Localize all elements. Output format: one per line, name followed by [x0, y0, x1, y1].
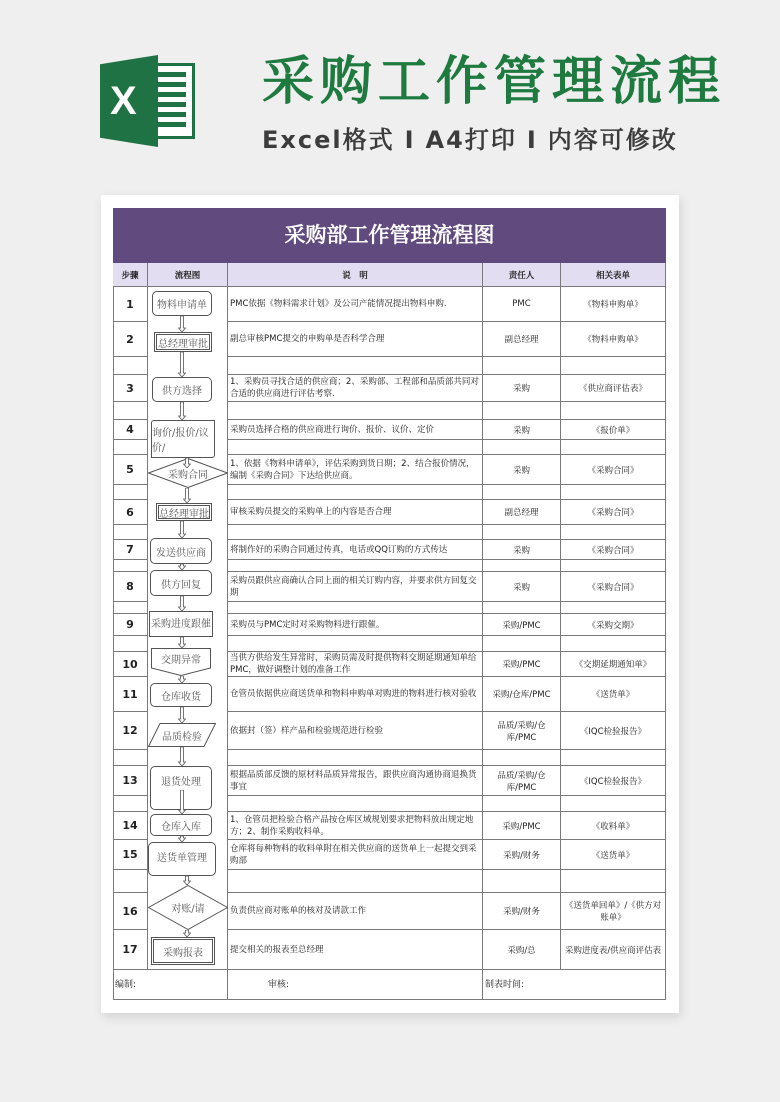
step-number-cell[interactable] [113, 796, 148, 812]
description-cell[interactable] [228, 636, 483, 652]
step-number-cell-text: 12 [122, 724, 138, 737]
step-number-cell-text: 9 [126, 618, 134, 631]
description-cell[interactable] [228, 560, 483, 572]
flow-step-3[interactable] [152, 377, 212, 402]
form-cell-text: 采购进度表/供应商评估表 [564, 945, 662, 956]
flow-step-label: 询价/报价/议价/ [152, 428, 209, 454]
form-cell[interactable] [561, 893, 666, 930]
description-cell[interactable] [228, 796, 483, 812]
owner-cell[interactable] [483, 440, 561, 455]
down-arrow-icon [183, 488, 189, 503]
table-date-cell[interactable] [483, 970, 666, 1000]
flow-step-label: 物料申请单 [157, 300, 207, 311]
description-cell[interactable] [228, 812, 483, 840]
owner-cell[interactable] [483, 602, 561, 614]
step-number-cell[interactable] [113, 322, 148, 357]
step-number-cell[interactable] [113, 375, 148, 402]
step-number-cell[interactable] [113, 652, 148, 677]
form-cell-text: 《物料申购单》 [583, 300, 643, 310]
step-number-cell[interactable] [113, 287, 148, 322]
form-cell-text: 《IQC检验报告》 [579, 726, 647, 737]
owner-cell-text: 采购 [512, 425, 530, 436]
flow-step-6[interactable] [156, 503, 212, 521]
flow-step-15[interactable] [148, 842, 216, 876]
flow-step-label: 采购进度跟催 [151, 619, 211, 630]
step-number-cell[interactable] [113, 870, 148, 893]
flow-step-9[interactable] [149, 611, 213, 637]
owner-cell[interactable] [483, 812, 561, 840]
description-cell-text: 提交相关的报表至总经理 [230, 944, 324, 955]
owner-cell-text: 采购 [512, 582, 530, 593]
form-cell-text: 《采购合同》 [587, 545, 639, 556]
step-number-cell[interactable] [113, 840, 148, 870]
form-cell[interactable] [561, 375, 666, 402]
flow-step-label: 品质检验 [162, 731, 202, 743]
banner [0, 0, 780, 190]
form-cell[interactable] [561, 766, 666, 796]
down-arrow-icon [178, 564, 184, 570]
step-number-cell-text: 15 [122, 848, 138, 861]
form-cell[interactable] [561, 614, 666, 636]
form-cell[interactable] [561, 636, 666, 652]
owner-cell-text: 采购 [512, 545, 530, 556]
down-arrow-icon [178, 707, 184, 723]
form-cell-text: 《收料单》 [591, 821, 635, 832]
owner-cell[interactable] [483, 500, 561, 525]
step-number-cell[interactable] [113, 766, 148, 796]
form-cell[interactable] [561, 440, 666, 455]
step-number-cell[interactable] [113, 357, 148, 375]
step-number-cell[interactable] [113, 485, 148, 500]
form-cell[interactable] [561, 652, 666, 677]
step-number-cell[interactable] [113, 614, 148, 636]
down-arrow-icon [178, 747, 184, 766]
flow-step-7[interactable] [150, 538, 212, 564]
step-number-cell[interactable] [113, 402, 148, 420]
down-arrow-icon [178, 676, 184, 683]
owner-cell[interactable] [483, 540, 561, 560]
form-cell[interactable] [561, 322, 666, 357]
down-arrow-icon [178, 596, 184, 611]
owner-cell[interactable] [483, 287, 561, 322]
form-cell[interactable] [561, 500, 666, 525]
description-cell[interactable] [228, 677, 483, 712]
form-cell-text: 《采购交期》 [587, 620, 639, 631]
down-arrow-icon [178, 521, 184, 538]
flow-step-label: 仓库入库 [161, 821, 201, 833]
flow-step-label: 对账/请 [171, 904, 205, 915]
owner-cell[interactable] [483, 766, 561, 796]
description-cell[interactable] [228, 540, 483, 560]
down-arrow-icon [178, 790, 184, 814]
owner-cell[interactable] [483, 636, 561, 652]
prepared-by-cell[interactable] [113, 970, 228, 1000]
reviewed-by-cell[interactable] [228, 970, 483, 1000]
step-number-cell[interactable] [113, 636, 148, 652]
description-cell-text: 1、依据《物料申请单》，评估采购到货日期；2、结合报价情况，编制《采购合同》下达给供应商。 [230, 458, 475, 481]
description-cell[interactable] [228, 402, 483, 420]
description-cell-text: 1、仓管员把检验合格产品按仓库区域规划要求把物料放出规定地方；2、制作采购收料单。 [230, 814, 474, 837]
owner-cell-text: 副总经理 [504, 508, 539, 518]
flow-step-label: 送货单管理 [157, 853, 207, 864]
step-number-cell[interactable] [113, 455, 148, 485]
form-cell[interactable] [561, 560, 666, 572]
description-cell-text: 仓库将每种物料的收料单附在相关供应商的送货单上一起提交到采购部 [230, 843, 477, 866]
down-arrow-icon [178, 836, 184, 842]
flow-step-14[interactable] [150, 814, 212, 836]
form-cell[interactable] [561, 677, 666, 712]
owner-cell[interactable] [483, 652, 561, 677]
step-number-cell[interactable] [113, 420, 148, 440]
owner-cell-text: 副总经理 [504, 335, 539, 345]
description-cell-text: 采购员选择合格的供应商进行询价、报价、议价、定价 [230, 424, 435, 435]
flow-step-label: 退货处理 [161, 777, 201, 788]
owner-cell[interactable] [483, 322, 561, 357]
form-cell-text: 《交期延期通知单》 [574, 660, 652, 670]
banner-title: 采购工作管理流程 [262, 52, 727, 112]
form-cell[interactable] [561, 287, 666, 322]
description-cell[interactable] [228, 766, 483, 796]
step-number-cell-text: 7 [126, 543, 134, 556]
description-cell[interactable] [228, 500, 483, 525]
flow-step-2[interactable] [154, 332, 212, 352]
form-cell[interactable] [561, 870, 666, 893]
step-number-cell-text: 8 [126, 580, 134, 593]
description-cell-text: 采购员与PMC定时对采购物料进行跟催。 [230, 619, 385, 630]
owner-cell[interactable] [483, 375, 561, 402]
owner-cell[interactable] [483, 572, 561, 602]
header-step-text: 步骤 [121, 270, 139, 281]
form-cell[interactable] [561, 712, 666, 750]
form-cell[interactable] [561, 796, 666, 812]
description-cell-text: 副总审核PMC提交的申购单是否科学合理 [230, 334, 385, 344]
flow-step-17[interactable] [151, 937, 215, 965]
owner-cell[interactable] [483, 677, 561, 712]
step-number-cell-text: 6 [126, 505, 134, 519]
form-cell-text: 《送货单》 [591, 690, 635, 700]
header-desc-text: 说 明 [342, 270, 368, 281]
description-cell-text: 1、采购员寻找合适的供应商；2、采购部、工程部和品质部共同对合适的供应商进行评估考察. [230, 377, 479, 399]
description-cell-text: 依据封（签）样产品和检验规范进行检验 [230, 725, 384, 736]
form-cell[interactable] [561, 525, 666, 540]
step-number-cell-text: 14 [122, 819, 138, 832]
owner-cell[interactable] [483, 870, 561, 893]
description-cell[interactable] [228, 485, 483, 500]
form-cell[interactable] [561, 402, 666, 420]
owner-cell-text: 品质/采购/仓库/PMC [497, 720, 546, 743]
step-number-cell[interactable] [113, 525, 148, 540]
step-number-cell-text: 5 [126, 463, 134, 476]
owner-cell[interactable] [483, 893, 561, 930]
owner-cell-text: 采购/财务 [503, 850, 540, 861]
step-number-cell-text: 3 [126, 381, 134, 395]
prepared-by-cell-text: 编制: [115, 979, 137, 990]
form-cell-text: 《送货单回单》/《供方对账单》 [564, 901, 662, 923]
flow-step-11[interactable] [150, 683, 212, 707]
owner-cell-text: 采购/仓库/PMC [492, 690, 551, 700]
description-cell[interactable] [228, 375, 483, 402]
form-cell[interactable] [561, 602, 666, 614]
form-cell-text: 《报价单》 [591, 425, 635, 436]
spreadsheet-page [101, 195, 679, 1013]
header-owner [483, 263, 561, 287]
step-number-cell[interactable] [113, 812, 148, 840]
form-cell-text: 《采购合同》 [587, 465, 639, 476]
down-arrow-icon [178, 402, 184, 420]
sheet-title: 采购部工作管理流程图 [113, 208, 666, 263]
table-date-cell-text: 制表时间: [485, 979, 525, 990]
description-cell[interactable] [228, 614, 483, 636]
form-cell[interactable] [561, 750, 666, 766]
description-cell[interactable] [228, 440, 483, 455]
step-number-cell[interactable] [113, 930, 148, 970]
header-step [113, 263, 148, 287]
down-arrow-icon [178, 316, 184, 332]
header-desc [228, 263, 483, 287]
step-number-cell[interactable] [113, 500, 148, 525]
flow-step-4[interactable] [151, 420, 215, 458]
owner-cell-text: 品质/采购/仓库/PMC [497, 770, 546, 793]
form-cell[interactable] [561, 485, 666, 500]
form-cell[interactable] [561, 812, 666, 840]
form-cell-text: 《采购合同》 [587, 582, 639, 593]
owner-cell[interactable] [483, 525, 561, 540]
description-cell[interactable] [228, 455, 483, 485]
flow-step-label: 交期异常 [161, 655, 201, 666]
form-cell-text: 《IQC检验报告》 [579, 776, 647, 787]
flow-step-1[interactable] [152, 291, 212, 316]
description-cell[interactable] [228, 602, 483, 614]
description-cell[interactable] [228, 840, 483, 870]
form-cell-text: 《供应商评估表》 [578, 384, 647, 394]
description-cell[interactable] [228, 357, 483, 375]
owner-cell[interactable] [483, 712, 561, 750]
form-cell[interactable] [561, 420, 666, 440]
header-flow-text: 流程图 [174, 270, 201, 281]
down-arrow-icon [178, 352, 184, 377]
step-number-cell[interactable] [113, 572, 148, 602]
flow-step-label: 仓库收货 [161, 691, 201, 703]
owner-cell-text: 采购/PMC [502, 660, 541, 670]
step-number-cell-text: 1 [126, 297, 134, 311]
owner-cell[interactable] [483, 420, 561, 440]
step-number-cell-text: 16 [122, 904, 138, 918]
description-cell[interactable] [228, 930, 483, 970]
description-cell-text: 采购员跟供应商确认合同上面的相关订购内容，并要求供方回复交期 [230, 575, 477, 598]
description-cell-text: 负责供应商对账单的核对及请款工作 [230, 906, 367, 916]
step-number-cell-text: 2 [126, 332, 134, 346]
form-cell[interactable] [561, 455, 666, 485]
owner-cell[interactable] [483, 796, 561, 812]
description-cell-text: 仓管员依据供应商送货单和物料申购单对购进的物料进行核对验收 [230, 689, 477, 699]
step-number-cell[interactable] [113, 440, 148, 455]
description-cell[interactable] [228, 287, 483, 322]
description-cell[interactable] [228, 572, 483, 602]
step-number-cell[interactable] [113, 602, 148, 614]
owner-cell-text: PMC [512, 299, 531, 309]
owner-cell-text: 采购/财务 [503, 907, 540, 917]
step-number-cell[interactable] [113, 677, 148, 712]
flow-step-10[interactable] [151, 648, 211, 676]
owner-cell-text: 采购 [512, 384, 530, 394]
down-arrow-icon [178, 637, 184, 648]
step-number-cell-text: 17 [122, 943, 138, 956]
owner-cell[interactable] [483, 485, 561, 500]
reviewed-by-cell-text: 审核: [268, 979, 290, 990]
step-number-cell[interactable] [113, 750, 148, 766]
header-owner-text: 责任人 [508, 270, 535, 281]
form-cell[interactable] [561, 930, 666, 970]
excel-logo-icon: X [100, 55, 200, 147]
description-cell[interactable] [228, 870, 483, 893]
header-flow [148, 263, 228, 287]
flow-step-16[interactable] [148, 885, 228, 930]
owner-cell-text: 采购/PMC [502, 821, 541, 832]
owner-cell-text: 采购 [512, 465, 530, 476]
description-cell-text: 审核采购员提交的采购单上的内容是否合理 [230, 507, 392, 517]
form-cell[interactable] [561, 572, 666, 602]
flow-step-label: 采购合同 [168, 469, 208, 481]
flow-step-label: 供方选择 [162, 386, 202, 397]
description-cell[interactable] [228, 525, 483, 540]
flow-step-label: 采购报表 [163, 947, 203, 959]
owner-cell[interactable] [483, 840, 561, 870]
description-cell-text: PMC依据《物料需求计划》及公司产能情况提出物料申购. [230, 299, 447, 309]
owner-cell[interactable] [483, 402, 561, 420]
owner-cell[interactable] [483, 930, 561, 970]
down-arrow-icon [183, 930, 189, 937]
description-cell[interactable] [228, 750, 483, 766]
flow-step-label: 总经理审批 [159, 508, 209, 520]
down-arrow-icon [183, 458, 189, 468]
step-number-cell[interactable] [113, 893, 148, 930]
form-cell[interactable] [561, 357, 666, 375]
owner-cell[interactable] [483, 357, 561, 375]
flow-step-label: 发送供应商 [156, 547, 206, 559]
form-cell-text: 《采购合同》 [587, 508, 639, 518]
flow-step-label: 供方回复 [161, 579, 201, 591]
form-cell[interactable] [561, 840, 666, 870]
owner-cell-text: 采购/总 [507, 945, 536, 956]
description-cell[interactable] [228, 893, 483, 930]
description-cell[interactable] [228, 712, 483, 750]
step-number-cell-text: 13 [122, 774, 138, 787]
step-number-cell[interactable] [113, 560, 148, 572]
owner-cell[interactable] [483, 614, 561, 636]
owner-cell-text: 采购/PMC [502, 620, 541, 631]
owner-cell[interactable] [483, 560, 561, 572]
header-forms-text: 相关表单 [595, 270, 630, 281]
form-cell-text: 《送货单》 [591, 850, 635, 861]
description-cell[interactable] [228, 652, 483, 677]
step-number-cell[interactable] [113, 540, 148, 560]
step-number-cell-text: 11 [122, 687, 138, 701]
flow-step-label: 总经理审批 [158, 338, 208, 350]
down-arrow-icon [183, 876, 189, 885]
header-forms [561, 263, 666, 287]
description-cell-text: 当供方供给发生异常时，采购员需及时提供物料交期延期通知单给PMC，做好调整计划的准备工作 [230, 653, 477, 675]
owner-cell[interactable] [483, 455, 561, 485]
form-cell-text: 《物料申购单》 [583, 335, 643, 345]
step-number-cell[interactable] [113, 712, 148, 750]
description-cell-text: 根据品质部反馈的原材料品质异常报告，跟供应商沟通协商退换货事宜 [230, 769, 477, 792]
description-cell-text: 将制作好的采购合同通过传真，电话或QQ订购的方式传达 [230, 544, 448, 555]
flow-step-8[interactable] [150, 570, 212, 596]
step-number-cell-text: 10 [122, 657, 138, 671]
step-number-cell-text: 4 [126, 423, 134, 436]
flow-step-12[interactable] [148, 723, 216, 747]
description-cell[interactable] [228, 420, 483, 440]
banner-subtitle: Excel格式 I A4打印 I 内容可修改 [262, 126, 678, 154]
form-cell[interactable] [561, 540, 666, 560]
description-cell[interactable] [228, 322, 483, 357]
owner-cell[interactable] [483, 750, 561, 766]
